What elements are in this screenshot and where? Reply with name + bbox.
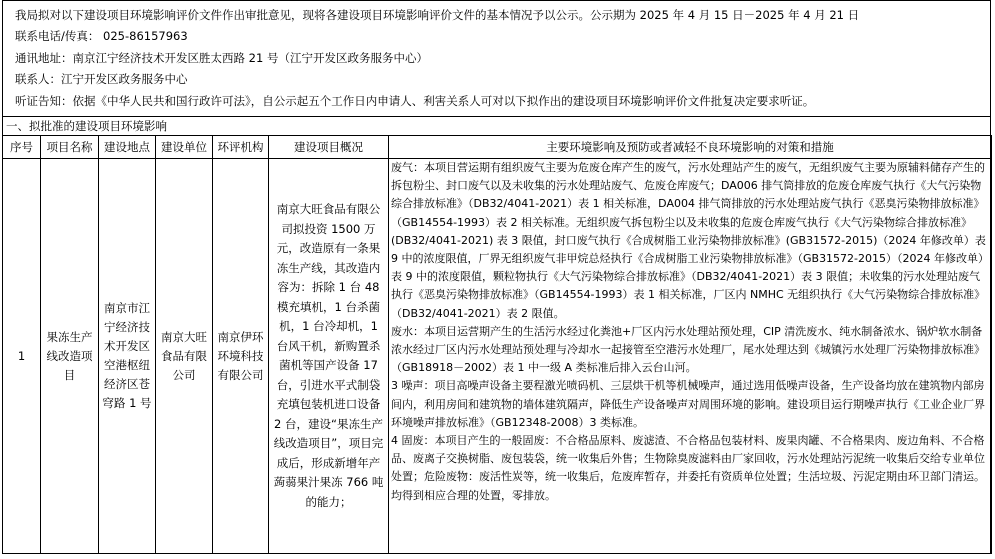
- header-project-name: 项目名称: [41, 136, 99, 159]
- contact-person: 联系人：江宁开发区政务服务中心: [15, 72, 188, 86]
- mailing-address: 通讯地址：南京江宁经济技术开发区胜太西路 21 号（江宁开发区政务服务中心）: [15, 51, 428, 65]
- header-index: 序号: [3, 136, 41, 159]
- measures-noise: 3 噪声：项目高噪声设备主要程激光喷码机、三层烘干机等机械噪声，通过选用低噪声设备，生产设备均放在建筑物内部房间内，利用房间和建筑物的墙体建筑隔声，降低生产设备噪声对周围环境的影响。建设项目运行期噪声执行《工业企业厂界环境噪声排放标准》（GB12348-2008）3 类标准。: [391, 379, 985, 429]
- hearing-notice: 听证告知：依据《中华人民共和国行政许可法》，自公示起五个工作日内申请人、利害关系人可对以下拟作出的建设项目环境影响评价文件批复决定要求听证。: [15, 94, 815, 108]
- header-unit: 建设单位: [156, 136, 213, 159]
- cell-measures: [389, 159, 992, 554]
- header-measures: 主要环境影响及预防或者减轻不良环境影响的对策和措施: [389, 136, 992, 159]
- header-agency: 环评机构: [213, 136, 269, 159]
- table-row: [3, 159, 992, 554]
- measures-solid-waste: 4 固废：本项目产生的一般固废：不合格品原料、废滤渣、不合格品包装材料、废果肉罐、不合格果肉、废边角料、不合格品、废离子交换树脂、废包装袋，统一收集后外售；生物除臭废滤料由厂家回收，污水处理站污泥统一收集后交给专业单位处置；危险废物：废活性炭等，统一收集后，危废库暂存，并委托有资质单位处置；生活垃圾、污泥定期由环卫部门清运。均得到相应合理的处置，零排放。: [391, 434, 985, 502]
- header-location: 建设地点: [99, 136, 156, 159]
- header-overview: 建设项目概况: [269, 136, 389, 159]
- cell-project-name: 果冻生产线改造项目: [41, 159, 99, 554]
- cell-overview: 南京大旺食品有限公司拟投资 1500 万元，改造原有一条果冻生产线，其改造内容为：拆除 1 台 48 模充填机，1 台杀菌机，1 台冷却机，1 台风干机，新购置杀菌机等国产设备 17 台，引进水平式制袋充填包装机进口设备 2 台，建设“果冻生产线改造项目”，项目完成后，形成新增年产蒟蒻果汁果冻 766 吨的能力；: [269, 159, 389, 554]
- measures-water: 废水：本项目运营期产生的生活污水经过化粪池+厂区内污水处理站预处理，CIP 清洗废水、纯水制备浓水、锅炉软水制备浓水经过厂区内污水处理站预处理与冷却水一起接管至空港污水处理厂，尾水处理达到《城镇污水处理厂污染物排放标准》（GB18918－2002）表 1 中一级 A 类标准后排入云台山河。: [391, 324, 985, 375]
- cell-unit: 南京大旺食品有限公司: [156, 159, 213, 554]
- project-table: [2, 135, 992, 554]
- table-header-row: [3, 136, 992, 159]
- cell-agency: 南京伊环环境科技有限公司: [213, 159, 269, 554]
- section-title: 一、拟批准的建设项目环境影响: [2, 116, 991, 136]
- contact-phone: 联系电话/传真： 025-86157963: [15, 29, 188, 43]
- announcement-intro: 我局拟对以下建设项目环境影响评价文件作出审批意见，现将各建设项目环境影响评价文件的基本情况予以公示。公示期为 2025 年 4 月 15 日－2025 年 4 月 21 日: [15, 8, 860, 22]
- cell-index: 1: [3, 159, 41, 554]
- cell-location: 南京市江宁经济技术开发区空港枢纽经济区苍穹路 1 号: [99, 159, 156, 554]
- measures-air: 废气：本项目营运期有组织废气主要为危废仓库产生的废气，污水处理站产生的废气，无组织废气主要为原辅料储存产生的拆包粉尘、封口废气以及未收集的污水处理站废气、危废仓库废气；DA006 排气筒排放的危废仓库废气执行《大气污染物综合排放标准》（DB32/4041-2021）表 1 相关标准，DA004 排气筒排放的污水处理站废气执行《恶臭污染物排放标准》（GB14554-1993）表 2 相关标准。无组织废气拆包粉尘以及未收集的危废仓库废气执行《大气污染物综合排放标准》(DB32/4041-2021) 表 3 限值，封口废气执行《合成树脂工业污染物排放标准》(GB31572-2015)（2024 年修改单）表 9 中的浓度限值，厂界无组织废气非甲烷总烃执行《合成树脂工业污染物排放标准》（GB31572-2015）（2024 年修改单）表 9 中的浓度限值，颗粒物执行《大气污染物综合排放标准》（DB32/4041-2021）表 3 限值；未收集的污水处理站废气执行《恶臭污染物排放标准》（GB14554-1993）表 1 相关标准，厂区内 NMHC 无组织执行《大气污染物综合排放标准》（DB32/4041-2021）表 2 限值。: [391, 161, 990, 320]
